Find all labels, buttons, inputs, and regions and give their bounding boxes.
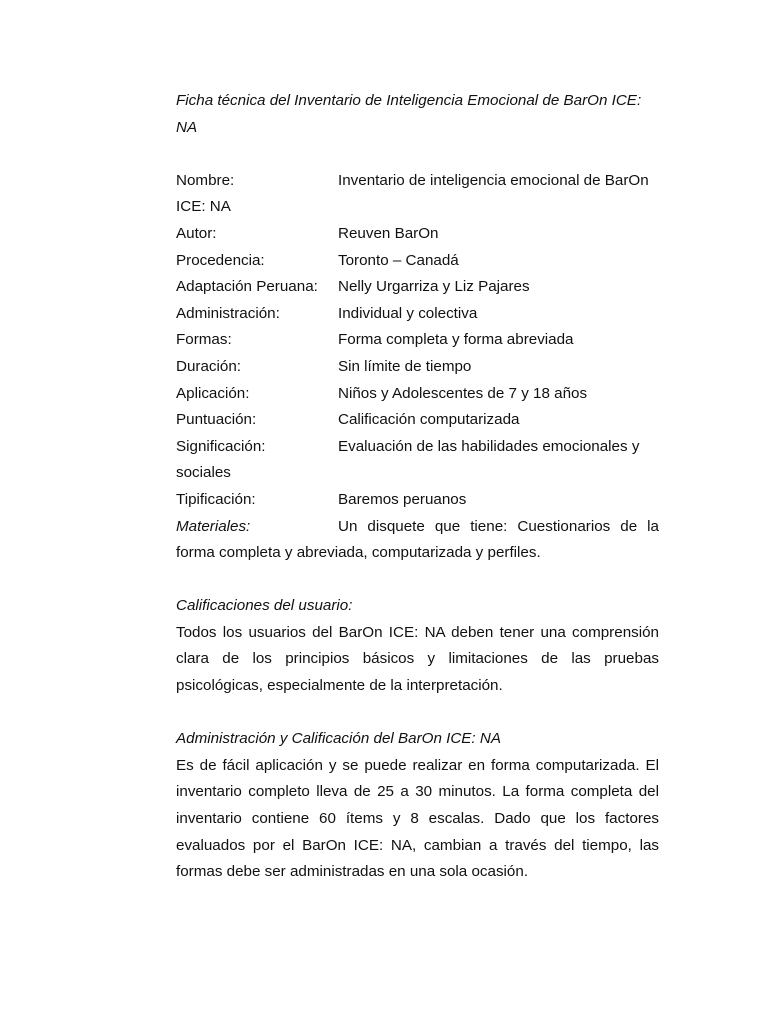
field-formas — [176, 327, 659, 354]
field-value: Un disquete que tiene: Cuestionarios de la — [338, 517, 659, 535]
field-label: Significación: — [176, 437, 266, 455]
field-label: Adaptación Peruana: — [176, 278, 318, 296]
field-nombre — [176, 168, 659, 195]
field-value: Individual y colectiva — [338, 304, 478, 322]
document-title-line-1: Ficha técnica del Inventario de Inteligencia Emocional de BarOn ICE: — [176, 92, 642, 109]
field-value: Baremos peruanos — [338, 490, 467, 508]
paragraph-line: inventario completo lleva de 25 a 30 minutos. La forma completa del — [176, 783, 659, 801]
field-significacion-continuation: sociales — [176, 464, 231, 482]
spacer — [176, 700, 659, 727]
paragraph-line: clara de los principios básicos y limitaciones de las pruebas — [176, 650, 659, 668]
field-label: Tipificación: — [176, 490, 256, 508]
paragraph-line: psicológicas, especialmente de la interpretación. — [176, 677, 503, 695]
section-heading-calificaciones: Calificaciones del usuario: — [176, 597, 353, 615]
field-value: Evaluación de las habilidades emocionales y — [338, 437, 640, 455]
field-label: Aplicación: — [176, 384, 250, 402]
field-tipificacion — [176, 487, 659, 514]
field-label: Puntuación: — [176, 411, 257, 429]
field-value: Reuven BarOn — [338, 224, 439, 242]
field-autor — [176, 221, 659, 248]
field-value: Toronto – Canadá — [338, 251, 459, 269]
field-value: Niños y Adolescentes de 7 y 18 años — [338, 384, 588, 402]
field-value: Inventario de inteligencia emocional de BarOn — [338, 171, 649, 189]
field-materiales-continuation: forma completa y abreviada, computarizada y perfiles. — [176, 544, 541, 562]
field-value: Forma completa y forma abreviada — [338, 331, 574, 349]
spacer — [176, 141, 659, 168]
field-duracion — [176, 354, 659, 381]
field-value: Nelly Urgarriza y Liz Pajares — [338, 278, 530, 296]
paragraph-line: Todos los usuarios del BarOn ICE: NA deben tener una comprensión — [176, 623, 659, 641]
field-label: Administración: — [176, 304, 280, 322]
field-label: Nombre: — [176, 171, 235, 189]
field-label: Materiales: — [176, 517, 251, 535]
field-value: Calificación computarizada — [338, 411, 520, 429]
field-adaptacion — [176, 274, 659, 301]
field-nombre-continuation: ICE: NA — [176, 198, 231, 216]
document-page — [176, 88, 659, 886]
field-aplicacion — [176, 381, 659, 408]
section-heading-administracion: Administración y Calificación del BarOn ICE: NA — [176, 730, 501, 748]
field-value: Sin límite de tiempo — [338, 357, 472, 375]
field-materiales — [176, 514, 659, 541]
paragraph-line: evaluados por el BarOn ICE: NA, cambian a través del tiempo, las — [176, 836, 659, 854]
field-label: Autor: — [176, 224, 217, 242]
field-significacion — [176, 434, 659, 461]
field-label: Procedencia: — [176, 251, 265, 269]
spacer — [176, 567, 659, 594]
paragraph-line: inventario contiene 60 ítems y 8 escalas. Dado que los factores — [176, 810, 659, 828]
field-label: Formas: — [176, 331, 232, 349]
field-puntuacion — [176, 407, 659, 434]
document-title-line-2: NA — [176, 118, 198, 136]
field-label: Duración: — [176, 357, 241, 375]
paragraph-line: Es de fácil aplicación y se puede realizar en forma computarizada. El — [176, 756, 659, 774]
paragraph-line: formas debe ser administradas en una sola ocasión. — [176, 863, 529, 881]
field-procedencia — [176, 248, 659, 275]
field-administracion — [176, 301, 659, 328]
